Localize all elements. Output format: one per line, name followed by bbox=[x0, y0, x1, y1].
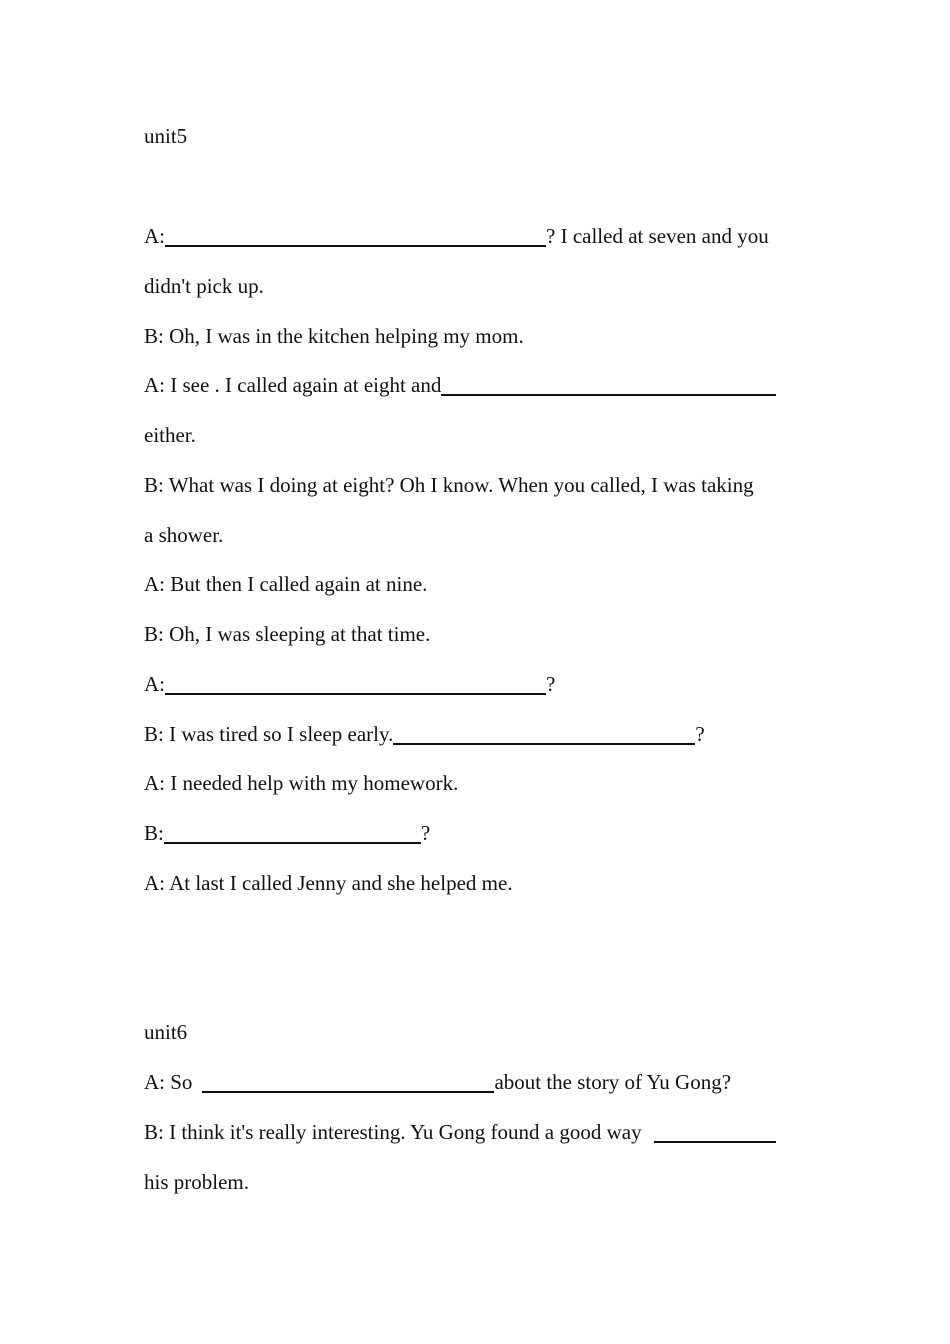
answer-blank[interactable] bbox=[202, 1071, 494, 1093]
unit6-line-3: his problem. bbox=[144, 1170, 249, 1194]
answer-blank[interactable] bbox=[165, 673, 546, 695]
line-text: A: I see . I called again at eight and bbox=[144, 373, 442, 397]
line-text: ? bbox=[546, 672, 556, 696]
speaker-label: A: bbox=[144, 672, 165, 696]
line-text: ? I called at seven and you bbox=[546, 224, 769, 248]
speaker-label: B: bbox=[144, 821, 164, 845]
line-text: about the story of Yu Gong? bbox=[494, 1070, 732, 1094]
unit6-heading: unit6 bbox=[144, 1020, 188, 1044]
unit5-line-14: A: At last I called Jenny and she helped me. bbox=[144, 871, 513, 895]
unit5-line-7: a shower. bbox=[144, 523, 224, 547]
unit5-line-5: either. bbox=[144, 423, 196, 447]
unit5-line-2: didn't pick up. bbox=[144, 274, 264, 298]
line-text: B: I think it's really interesting. Yu Gong found a good way bbox=[144, 1120, 642, 1144]
line-text: ? bbox=[420, 821, 431, 845]
unit5-line-3: B: Oh, I was in the kitchen helping my mom. bbox=[144, 324, 524, 348]
unit5-line-1 bbox=[144, 223, 769, 249]
unit6-line-2 bbox=[144, 1119, 776, 1145]
answer-blank[interactable] bbox=[393, 723, 695, 745]
unit5-line-9: B: Oh, I was sleeping at that time. bbox=[144, 622, 431, 646]
unit6-line-1 bbox=[144, 1069, 731, 1095]
unit5-line-8: A: But then I called again at nine. bbox=[144, 572, 428, 596]
answer-blank[interactable] bbox=[164, 822, 421, 844]
answer-blank[interactable] bbox=[165, 225, 546, 247]
line-text: ? bbox=[695, 722, 705, 746]
unit5-line-4 bbox=[144, 372, 776, 398]
unit5-line-10 bbox=[144, 671, 555, 697]
answer-blank[interactable] bbox=[654, 1121, 776, 1143]
answer-blank[interactable] bbox=[441, 374, 776, 396]
unit5-line-6: B: What was I doing at eight? Oh I know. When you called, I was taking bbox=[144, 473, 754, 497]
line-text: B: I was tired so I sleep early. bbox=[144, 722, 394, 746]
line-text: A: So bbox=[144, 1070, 193, 1094]
unit5-heading: unit5 bbox=[144, 124, 188, 148]
unit5-line-13 bbox=[144, 820, 430, 846]
unit5-line-11 bbox=[144, 721, 705, 747]
unit5-line-12: A: I needed help with my homework. bbox=[144, 771, 459, 795]
speaker-label: A: bbox=[144, 224, 165, 248]
